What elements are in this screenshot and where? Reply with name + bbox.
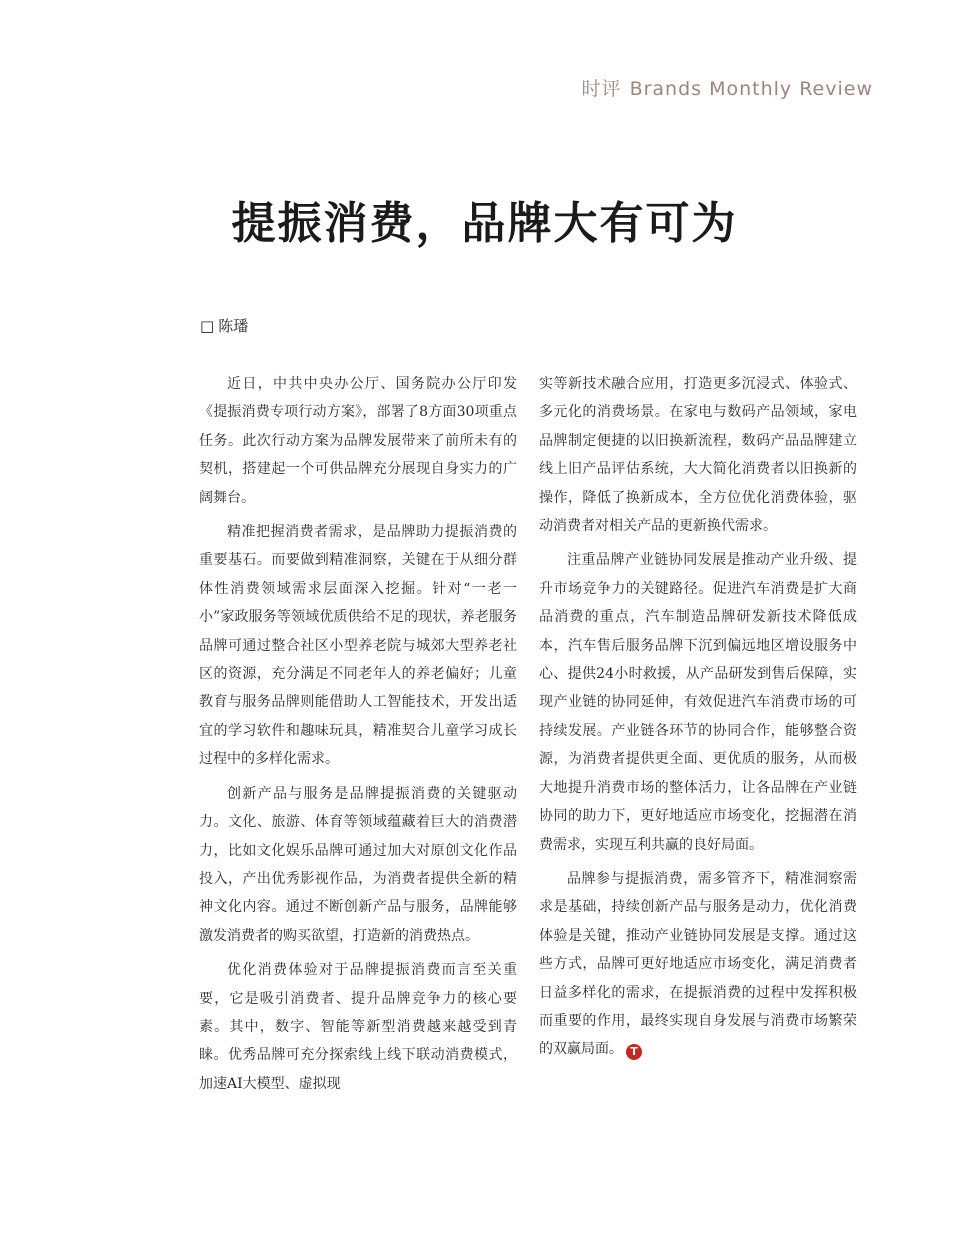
article-title: 提振消费，品牌大有可为	[231, 198, 738, 250]
paragraph-continuation: 实等新技术融合应用，打造更多沉浸式、体验式、多元化的消费场景。在家电与数码产品领域，家电品牌制定便捷的以旧换新流程，数码产品品牌建立线上旧产品评估系统，大大简化消费者以旧换新的操作，降低了换新成本，全方位优化消费体验，驱动消费者对相关产品的更新换代需求。	[539, 376, 857, 535]
author-marker: □	[200, 317, 215, 335]
paragraph: 注重品牌产业链协同发展是推动产业升级、提升市场竞争力的关键路径。促进汽车消费是扩大商品消费的重点，汽车制造品牌研发新技术降低成本，汽车售后服务品牌下沉到偏远地区增设服务中心、提供24小时救援，从产品研发到售后保障，实现产业链的协同延伸，有效促进汽车消费市场的可持续发展。产业链各环节的协同合作，能够整合资源，为消费者提供更全面、更优质的服务，从而极大地提升消费市场的整体活力，让各品牌在产业链协同的助力下，更好地适应市场变化，挖掘潜在消费需求，实现互利共赢的良好局面。	[539, 552, 857, 853]
article-column-right	[539, 370, 857, 1070]
section-label-en: Brands Monthly Review	[629, 78, 873, 100]
end-mark-icon: T	[626, 1044, 642, 1060]
section-label-cn: 时评	[581, 78, 622, 100]
author-name: 陈璠	[218, 317, 249, 335]
final-paragraph	[539, 865, 857, 1064]
paragraph: 精准把握消费者需求，是品牌助力提振消费的重要基石。而要做到精准洞察，关键在于从细分群体性消费领域需求层面深入挖掘。针对“一老一小”家政服务等领域优质供给不足的现状，养老服务品牌可通过整合社区小型养老院与城郊大型养老社区的资源，充分满足不同老年人的养老偏好；儿童教育与服务品牌则能借助人工智能技术，开发出适宜的学习软件和趣味玩具，精准契合儿童学习成长过程中的多样化需求。	[199, 524, 517, 768]
article-column-left	[199, 370, 517, 1104]
paragraph: 创新产品与服务是品牌提振消费的关键驱动力。文化、旅游、体育等领域蕴藏着巨大的消费潜力，比如文化娱乐品牌可通过加大对原创文化作品投入，产出优秀影视作品，为消费者提供全新的精神文化内容。通过不断创新产品与服务，品牌能够激发消费者的购买欲望，打造新的消费热点。	[199, 785, 517, 944]
author-line	[200, 315, 248, 336]
final-paragraph-text: 品牌参与提振消费，需多管齐下，精准洞察需求是基础，持续创新产品与服务是动力，优化消费体验是关键，推动产业链协同发展是支撑。通过这些方式，品牌可更好地适应市场变化，满足消费者日益多样化的需求，在提振消费的过程中发挥积极而重要的作用，最终实现自身发展与消费市场繁荣的双赢局面。	[539, 870, 857, 1058]
section-header	[582, 74, 873, 101]
paragraph: 近日，中共中央办公厅、国务院办公厅印发《提振消费专项行动方案》，部署了8方面30项重点任务。此次行动方案为品牌发展带来了前所未有的契机，搭建起一个可供品牌充分展现自身实力的广阔舞台。	[199, 376, 517, 506]
paragraph: 优化消费体验对于品牌提振消费而言至关重要，它是吸引消费者、提升品牌竞争力的核心要素。其中，数字、智能等新型消费越来越受到青睐。优秀品牌可充分探索线上线下联动消费模式，加速AI大模型、虚拟现	[199, 962, 517, 1092]
